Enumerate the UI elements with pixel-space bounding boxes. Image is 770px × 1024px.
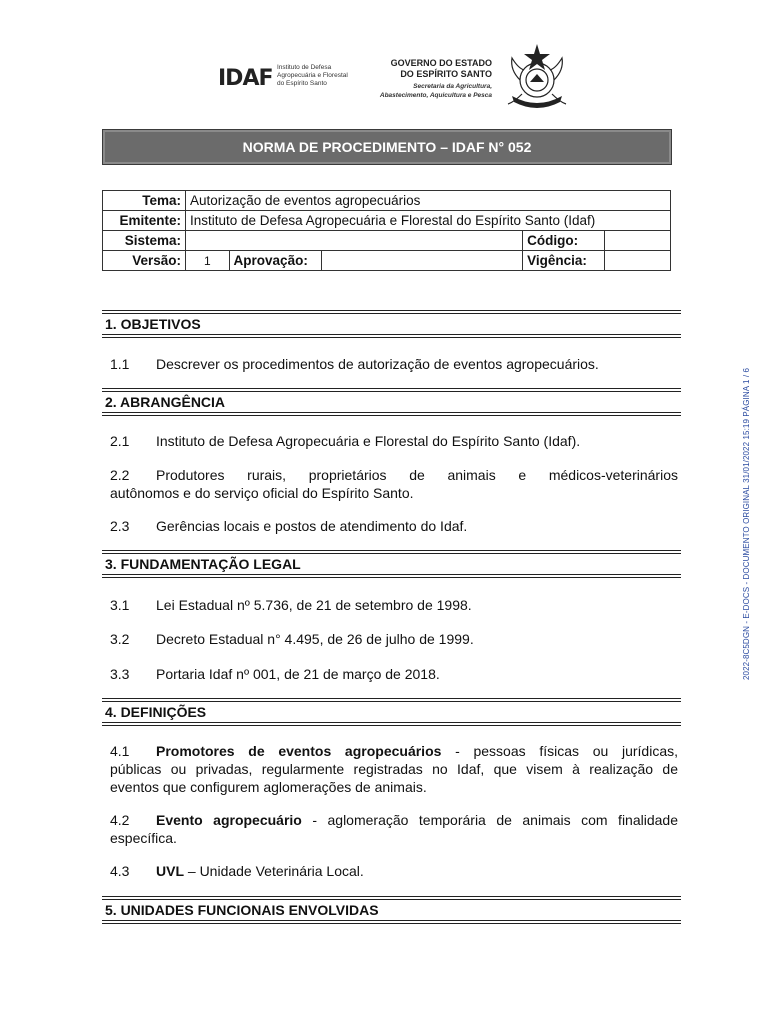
- idaf-subtitle-line: Instituto de Defesa: [277, 64, 332, 71]
- versao-value: 1: [186, 251, 230, 271]
- item-line: [110, 811, 678, 829]
- item-number: 4.1: [110, 743, 130, 759]
- item-term: Promotores de eventos agropecuários: [156, 743, 442, 759]
- item-line: específica.: [110, 830, 177, 846]
- list-item: [110, 596, 678, 614]
- list-item: [110, 811, 678, 847]
- item-line: [110, 742, 678, 760]
- section-objetivos-heading: 1. OBJETIVOS: [102, 310, 681, 338]
- idaf-subtitle-line: Agropecuária e Florestal: [277, 72, 348, 79]
- sistema-value: [186, 231, 523, 251]
- state-emblem-icon: [500, 40, 574, 114]
- item-term: UVL: [156, 863, 184, 879]
- list-item: [110, 432, 678, 450]
- item-text: Portaria Idaf nº 001, de 21 de março de 2018.: [156, 666, 440, 682]
- table-row: [103, 191, 671, 211]
- item-text: - pessoas físicas ou jurídicas,: [441, 743, 678, 759]
- gov-title-line: GOVERNO DO ESTADO: [390, 58, 492, 68]
- item-text: Lei Estadual nº 5.736, de 21 de setembro de 1998.: [156, 597, 472, 613]
- item-line: [110, 466, 678, 484]
- item-line: públicas ou privadas, regularmente registradas no Idaf, que visem à realização de: [110, 761, 678, 777]
- list-item: [110, 466, 678, 502]
- table-row: [103, 251, 671, 271]
- document-side-stamp: 2022-8C5DGN - E-DOCS - DOCUMENTO ORIGINAL 31/01/2022 15:19 PÁGINA 1 / 6: [742, 367, 751, 680]
- vigencia-label: Vigência:: [523, 251, 605, 271]
- table-row: [103, 231, 671, 251]
- item-line: eventos que configurem aglomerações de animais.: [110, 779, 427, 795]
- tema-value: Autorização de eventos agropecuários: [186, 191, 671, 211]
- list-item: [110, 742, 678, 796]
- codigo-value: [605, 231, 671, 251]
- item-number: 4.2: [110, 812, 130, 828]
- list-item: [110, 355, 678, 373]
- codigo-label: Código:: [523, 231, 605, 251]
- gov-subtitle-line: Abastecimento, Aquicultura e Pesca: [379, 92, 492, 99]
- item-text: Gerências locais e postos de atendimento do Idaf.: [156, 518, 468, 534]
- item-text: – Unidade Veterinária Local.: [184, 863, 364, 879]
- section-unidades-heading: 5. UNIDADES FUNCIONAIS ENVOLVIDAS: [102, 896, 681, 924]
- vigencia-value: [605, 251, 671, 271]
- list-item: [110, 665, 678, 683]
- emitente-value: Instituto de Defesa Agropecuária e Florestal do Espírito Santo (Idaf): [186, 211, 671, 231]
- item-term: Evento agropecuário: [156, 812, 302, 828]
- item-number: 3.1: [110, 597, 130, 613]
- section-definicoes-heading: 4. DEFINIÇÕES: [102, 698, 681, 726]
- item-number: 2.1: [110, 433, 130, 449]
- idaf-logo: IDAF: [218, 66, 273, 91]
- table-row: [103, 211, 671, 231]
- gov-title-line: DO ESPÍRITO SANTO: [400, 69, 492, 79]
- item-number: 3.2: [110, 631, 130, 647]
- list-item: [110, 862, 678, 880]
- section-fundamentacao-heading: 3. FUNDAMENTAÇÃO LEGAL: [102, 550, 681, 578]
- gov-subtitle-line: Secretaria da Agricultura,: [413, 83, 492, 90]
- item-text: Instituto de Defesa Agropecuária e Florestal do Espírito Santo (Idaf).: [156, 433, 581, 449]
- idaf-subtitle-line: do Espírito Santo: [277, 80, 327, 87]
- item-number: 2.2: [110, 467, 130, 483]
- emitente-label: Emitente:: [103, 211, 186, 231]
- item-text: Decreto Estadual n° 4.495, de 26 de julho de 1999.: [156, 631, 474, 647]
- government-subtitle: [340, 82, 492, 100]
- idaf-logo-subtitle: [277, 64, 348, 88]
- item-number: 3.3: [110, 666, 130, 682]
- versao-label: Versão:: [103, 251, 186, 271]
- item-line: autônomos e do serviço oficial do Espírito Santo.: [110, 485, 414, 501]
- aprovacao-value: [321, 251, 522, 271]
- item-text: - aglomeração temporária de animais com finalidade: [301, 812, 678, 828]
- document-info-table: [102, 190, 671, 271]
- list-item: [110, 630, 678, 648]
- item-text: Descrever os procedimentos de autorização de eventos agropecuários.: [156, 356, 599, 372]
- document-title-banner: NORMA DE PROCEDIMENTO – IDAF N° 052: [102, 129, 672, 165]
- item-number: 2.3: [110, 518, 130, 534]
- item-text: Produtores rurais, proprietários de animais e médicos-veterinários: [156, 467, 678, 483]
- aprovacao-label: Aprovação:: [229, 251, 321, 271]
- item-number: 1.1: [110, 356, 130, 372]
- list-item: [110, 517, 678, 535]
- section-abrangencia-heading: 2. ABRANGÊNCIA: [102, 388, 681, 416]
- government-title: [370, 58, 492, 80]
- tema-label: Tema:: [103, 191, 186, 211]
- item-number: 4.3: [110, 863, 130, 879]
- sistema-label: Sistema:: [103, 231, 186, 251]
